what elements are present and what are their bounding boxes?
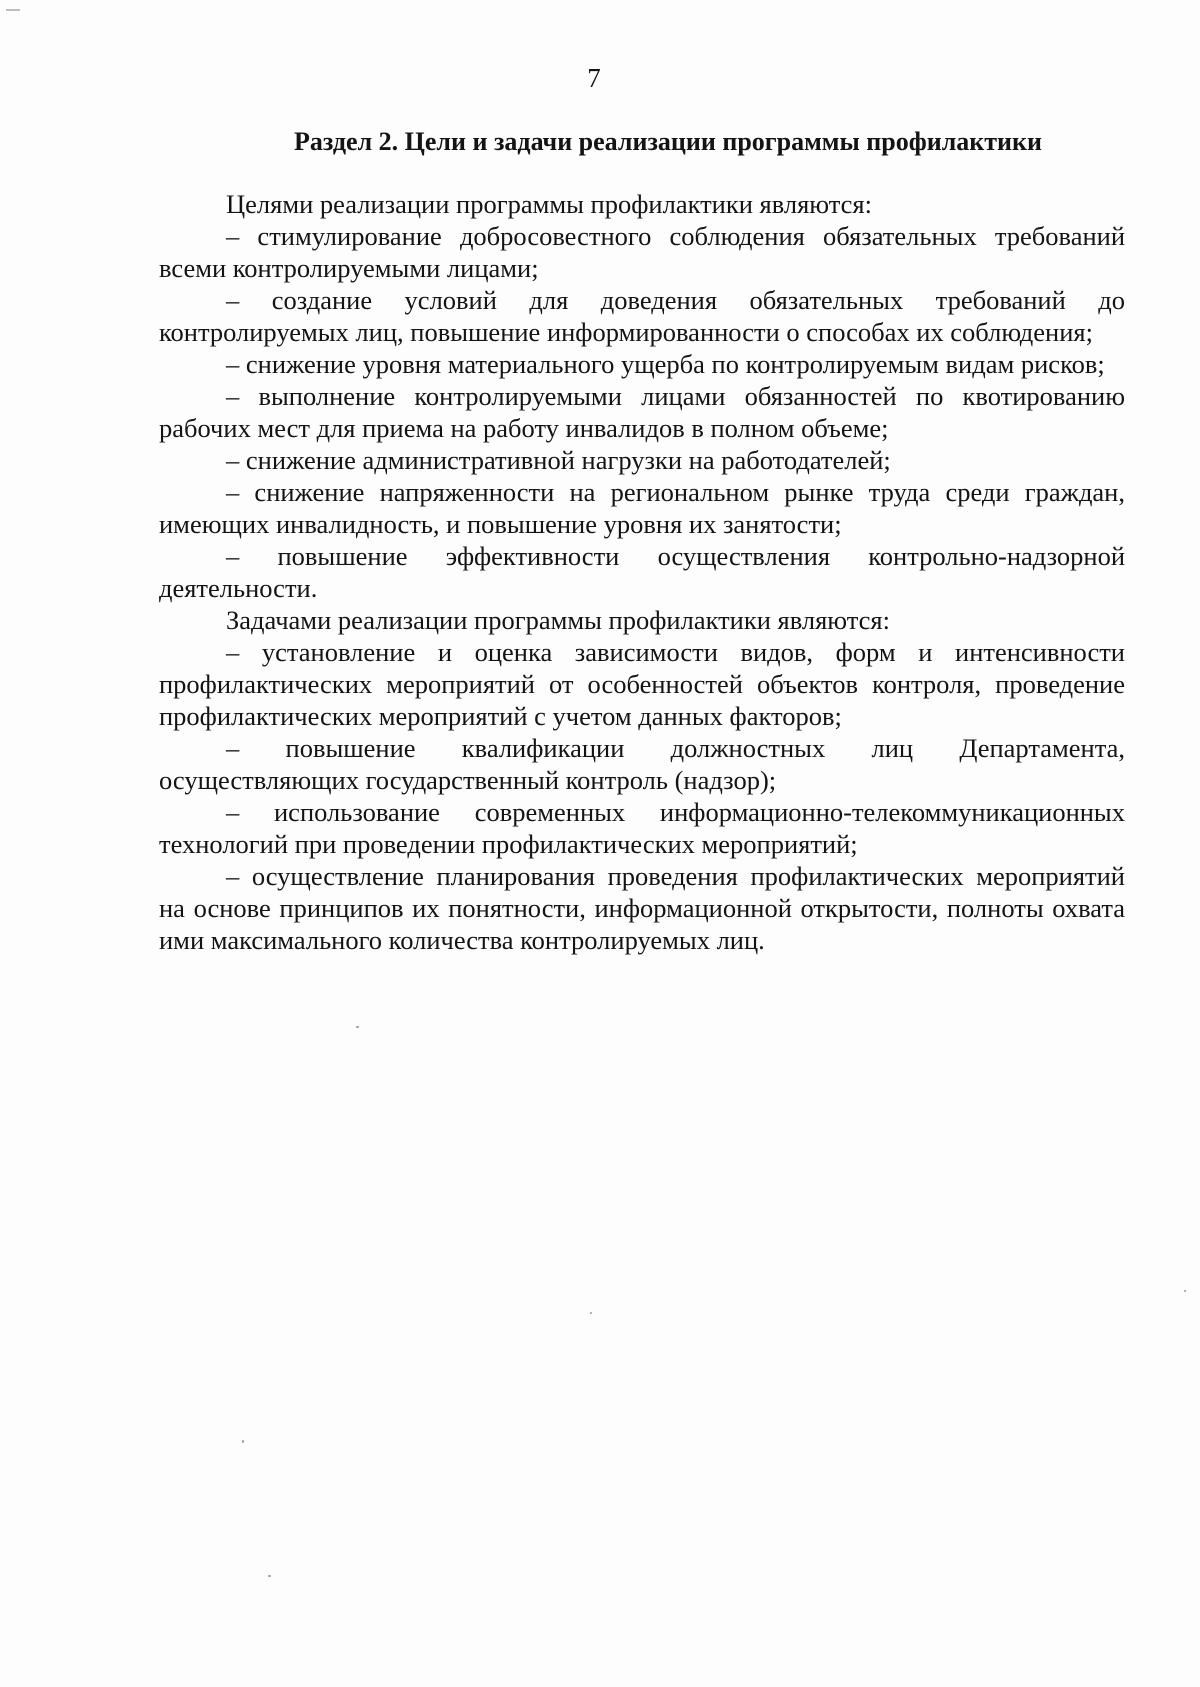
scan-mark — [6, 9, 20, 11]
section-title: Раздел 2. Цели и задачи реализации программы профилактики — [294, 127, 1042, 156]
paragraph-tasks-intro: Задачами реализации программы профилактики являются: — [226, 605, 890, 635]
scan-speck — [242, 1440, 244, 1443]
body-text — [159, 188, 1125, 956]
paragraph-goal-1: – стимулирование добросовестного соблюдения обязательных требований всеми контролируемыми лицами; — [159, 221, 1125, 283]
page-number: 7 — [587, 63, 601, 93]
paragraph-goal-3: – снижение уровня материального ущерба по контролируемым видам рисков; — [226, 349, 1105, 379]
scan-speck — [356, 1026, 359, 1028]
paragraph-task-2: – повышение квалификации должностных лиц Департамента, осуществляющих государственный контроль (надзор); — [159, 733, 1125, 795]
paragraph-goals-intro: Целями реализации программы профилактики являются: — [226, 189, 872, 219]
paragraph-goal-5: – снижение административной нагрузки на работодателей; — [226, 445, 891, 475]
scan-speck — [1184, 1290, 1186, 1292]
paragraph-task-1: – установление и оценка зависимости видов, форм и интенсивности профилактических мероприятий от особенностей объектов контроля, проведение профилактических мероприятий с учетом данных факторов; — [159, 637, 1125, 731]
scan-speck — [268, 1575, 271, 1577]
paragraph-goal-4: – выполнение контролируемыми лицами обязанностей по квотированию рабочих мест для приема на работу инвалидов в полном объеме; — [159, 381, 1125, 443]
paragraph-goal-2: – создание условий для доведения обязательных требований до контролируемых лиц, повышение информированности о способах их соблюдения; — [159, 285, 1125, 347]
paragraph-task-4: – осуществление планирования проведения профилактических мероприятий на основе принципов их понятности, информационной открытости, полноты охвата ими максимального количества контролируемых лиц. — [159, 861, 1125, 955]
paragraph-goal-6: – снижение напряженности на региональном рынке труда среди граждан, имеющих инвалидность, и повышение уровня их занятости; — [159, 477, 1125, 539]
paragraph-goal-7: – повышение эффективности осуществления контрольно-надзорной деятельности. — [159, 541, 1125, 603]
paragraph-task-3: – использование современных информационно-телекоммуникационных технологий при проведении профилактических мероприятий; — [159, 797, 1125, 859]
scan-speck — [590, 1312, 592, 1314]
